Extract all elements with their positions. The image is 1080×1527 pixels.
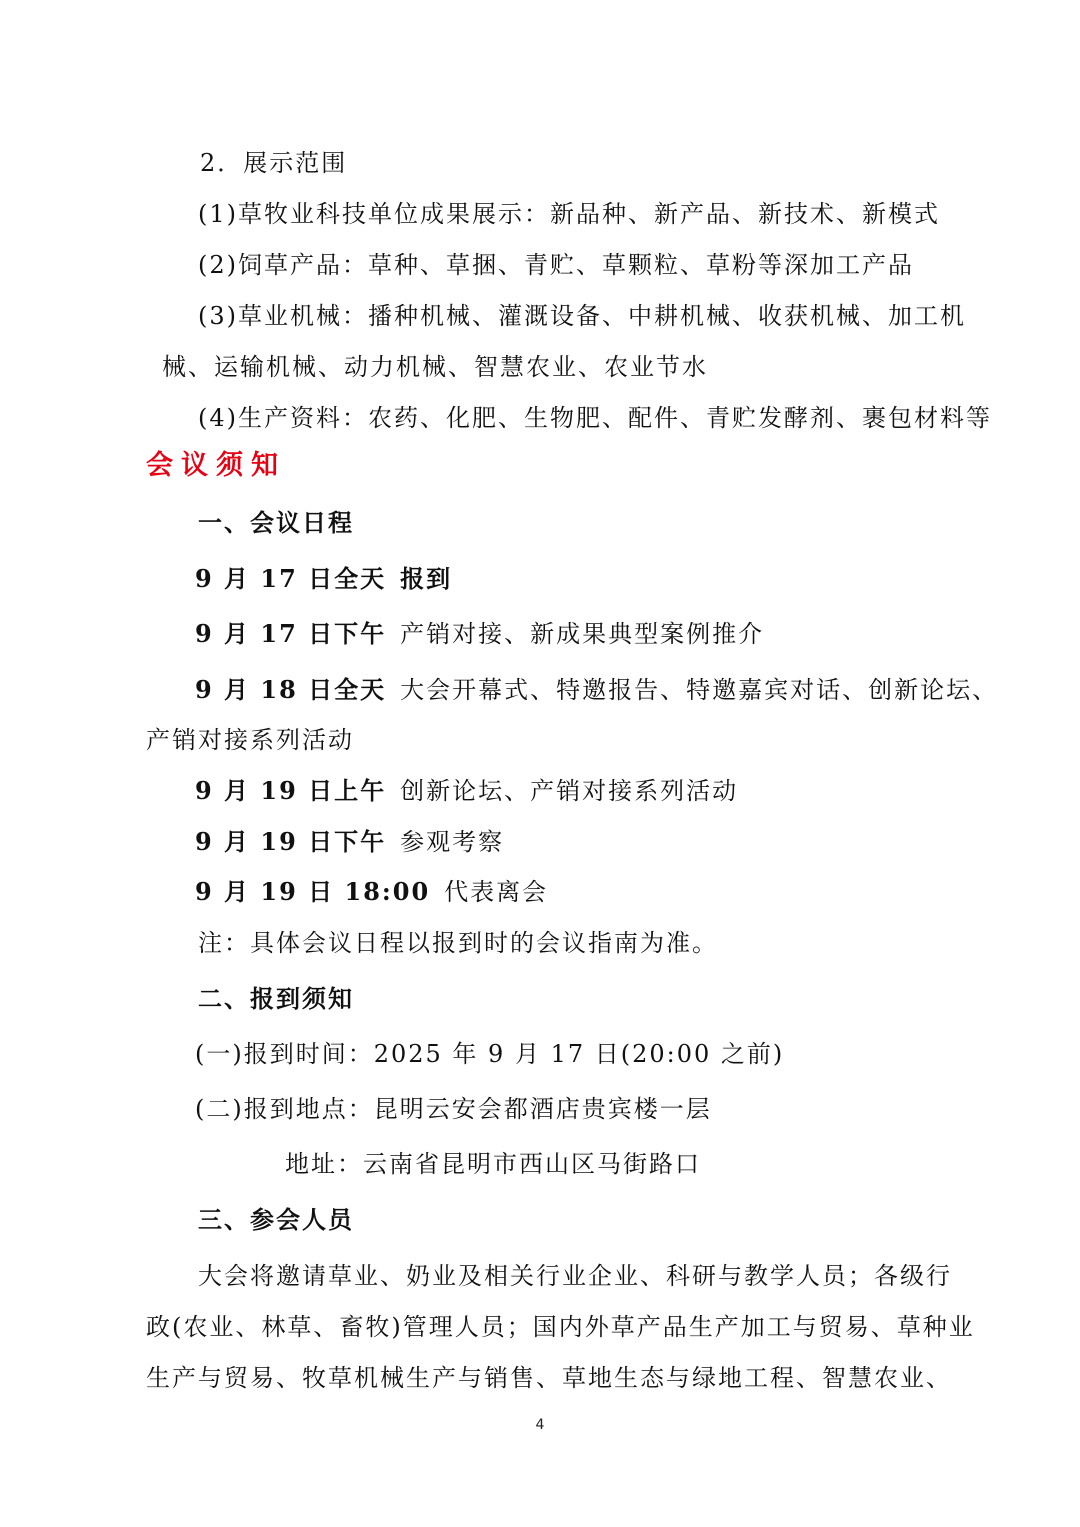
schedule-heading: 一、会议日程 <box>198 508 354 537</box>
exhibition-item-4: (4)生产资料：农药、化肥、生物肥、配件、青贮发酵剂、裹包材料等 <box>198 404 992 432</box>
attendees-paragraph-line: 大会将邀请草业、奶业及相关行业企业、科研与教学人员；各级行 <box>198 1262 952 1290</box>
schedule-time: 9 月 19 日上午 <box>195 776 387 805</box>
registration-address: 地址：云南省昆明市西山区马街路口 <box>285 1150 701 1178</box>
schedule-desc: 参观考察 <box>400 828 505 856</box>
exhibition-item-2: (2)饲草产品：草种、草捆、青贮、草颗粒、草粉等深加工产品 <box>198 251 914 279</box>
schedule-time: 9 月 18 日全天 <box>195 675 387 704</box>
schedule-time: 9 月 19 日 18:00 <box>195 877 431 906</box>
exhibition-item-3: (3)草业机械：播种机械、灌溉设备、中耕机械、收获机械、加工机 <box>198 302 966 330</box>
schedule-row <box>195 776 738 806</box>
schedule-row <box>195 877 548 907</box>
schedule-desc: 产销对接、新成果典型案例推介 <box>400 620 765 648</box>
registration-place: (二)报到地点：昆明云安会都酒店贵宾楼一层 <box>195 1095 712 1123</box>
attendees-paragraph-line: 政(农业、林草、畜牧)管理人员；国内外草产品生产加工与贸易、草种业 <box>146 1313 975 1341</box>
registration-heading: 二、报到须知 <box>198 984 354 1013</box>
schedule-desc: 代表离会 <box>444 878 549 906</box>
schedule-note: 注：具体会议日程以报到时的会议指南为准。 <box>198 929 718 957</box>
schedule-row <box>195 619 764 649</box>
attendees-paragraph-line: 生产与贸易、牧草机械生产与销售、草地生态与绿地工程、智慧农业、 <box>146 1364 952 1392</box>
schedule-row <box>195 827 504 857</box>
schedule-time: 9 月 17 日全天 <box>195 564 387 593</box>
exhibition-item-1: (1)草牧业科技单位成果展示：新品种、新产品、新技术、新模式 <box>198 200 940 228</box>
page-number: 4 <box>535 1417 545 1433</box>
schedule-row-cont <box>146 725 354 755</box>
schedule-desc: 产销对接系列活动 <box>146 726 354 754</box>
schedule-time: 9 月 17 日下午 <box>195 619 387 648</box>
schedule-time: 9 月 19 日下午 <box>195 827 387 856</box>
exhibition-heading: 2．展示范围 <box>200 149 348 177</box>
schedule-desc: 创新论坛、产销对接系列活动 <box>400 777 739 805</box>
exhibition-item-3-cont: 械、运输机械、动力机械、智慧农业、农业节水 <box>162 353 708 381</box>
schedule-row <box>195 675 998 705</box>
schedule-row <box>195 564 452 594</box>
meeting-notice-title: 会议须知 <box>146 450 286 481</box>
schedule-desc: 报到 <box>400 564 453 593</box>
schedule-desc: 大会开幕式、特邀报告、特邀嘉宾对话、创新论坛、 <box>400 676 999 704</box>
attendees-heading: 三、参会人员 <box>198 1205 354 1234</box>
registration-time: (一)报到时间：2025 年 9 月 17 日(20:00 之前) <box>195 1040 785 1068</box>
